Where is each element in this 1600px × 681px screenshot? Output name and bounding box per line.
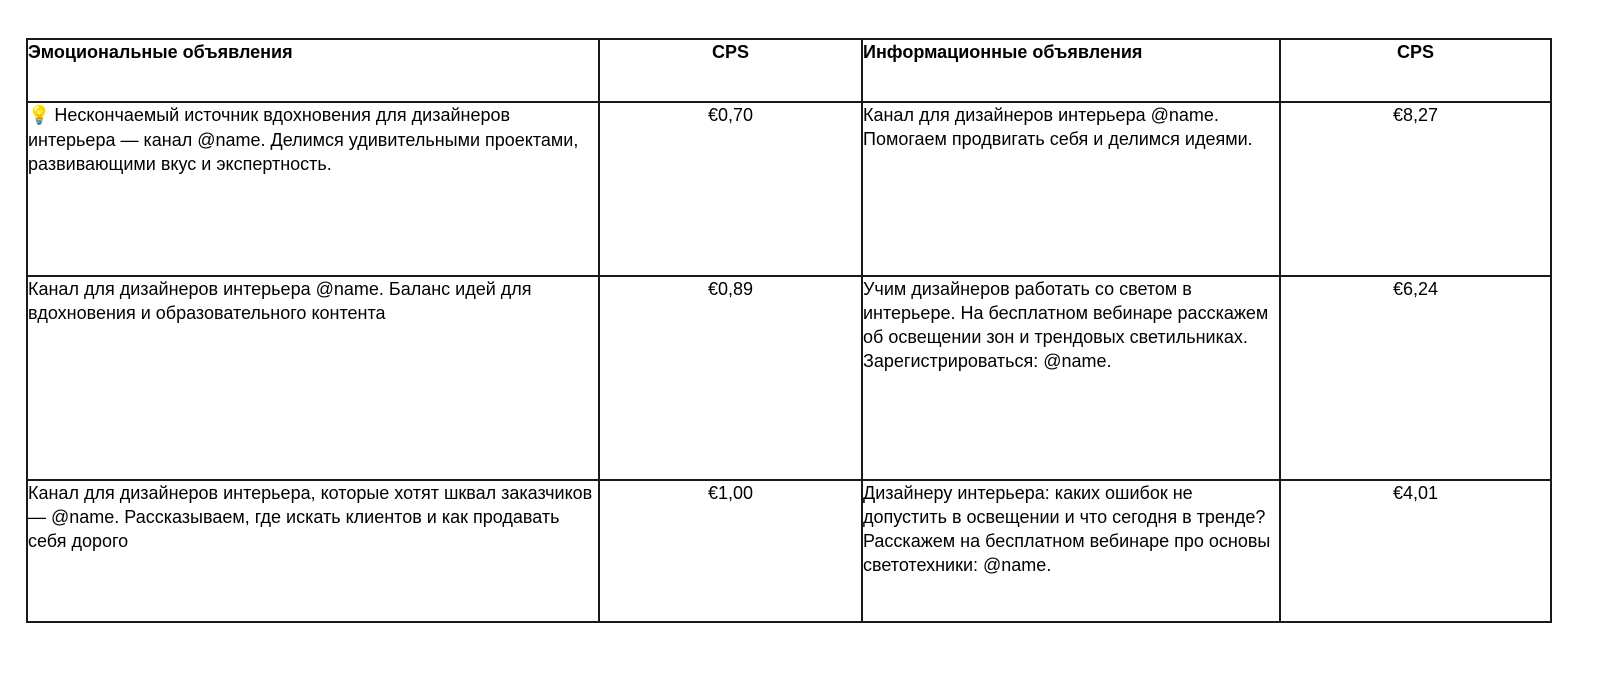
table-row [27, 480, 1551, 622]
informational-ad-text: Дизайнеру интерьера: каких ошибок не допустить в освещении и что сегодня в тренде? Расскажем на бесплатном вебинаре про основы светотехники: @name. [862, 480, 1280, 622]
emotional-ad-cell [27, 102, 599, 276]
emotional-ad-text: Канал для дизайнеров интерьера @name. Баланс идей для вдохновения и образовательного контента [27, 276, 599, 480]
informational-ad-text: Учим дизайнеров работать со светом в интерьере. На бесплатном вебинаре расскажем об освещении зон и трендовых светильниках. Зарегистрироваться: @name. [862, 276, 1280, 480]
informational-cps-value: €4,01 [1280, 480, 1551, 622]
table-row [27, 276, 1551, 480]
emotional-cps-value: €0,70 [599, 102, 862, 276]
emotional-ad-text: Нескончаемый источник вдохновения для дизайнеров интерьера — канал @name. Делимся удивительными проектами, развивающими вкус и экспертность. [28, 105, 579, 174]
emotional-cps-value: €0,89 [599, 276, 862, 480]
emotional-ad-text: Канал для дизайнеров интерьера, которые хотят шквал заказчиков — @name. Рассказываем, где искать клиентов и как продавать себя дорого [27, 480, 599, 622]
table-row [27, 102, 1551, 276]
table-header-row [27, 39, 1551, 102]
informational-ad-text: Канал для дизайнеров интерьера @name. Помогаем продвигать себя и делимся идеями. [862, 102, 1280, 276]
ads-comparison-table [26, 38, 1552, 623]
informational-cps-value: €6,24 [1280, 276, 1551, 480]
emotional-cps-value: €1,00 [599, 480, 862, 622]
header-cps-emotional: CPS [599, 39, 862, 102]
header-emotional-ads: Эмоциональные объявления [27, 39, 599, 102]
header-informational-ads: Информационные объявления [862, 39, 1280, 102]
lightbulb-icon: 💡 [28, 105, 51, 126]
informational-cps-value: €8,27 [1280, 102, 1551, 276]
header-cps-informational: CPS [1280, 39, 1551, 102]
